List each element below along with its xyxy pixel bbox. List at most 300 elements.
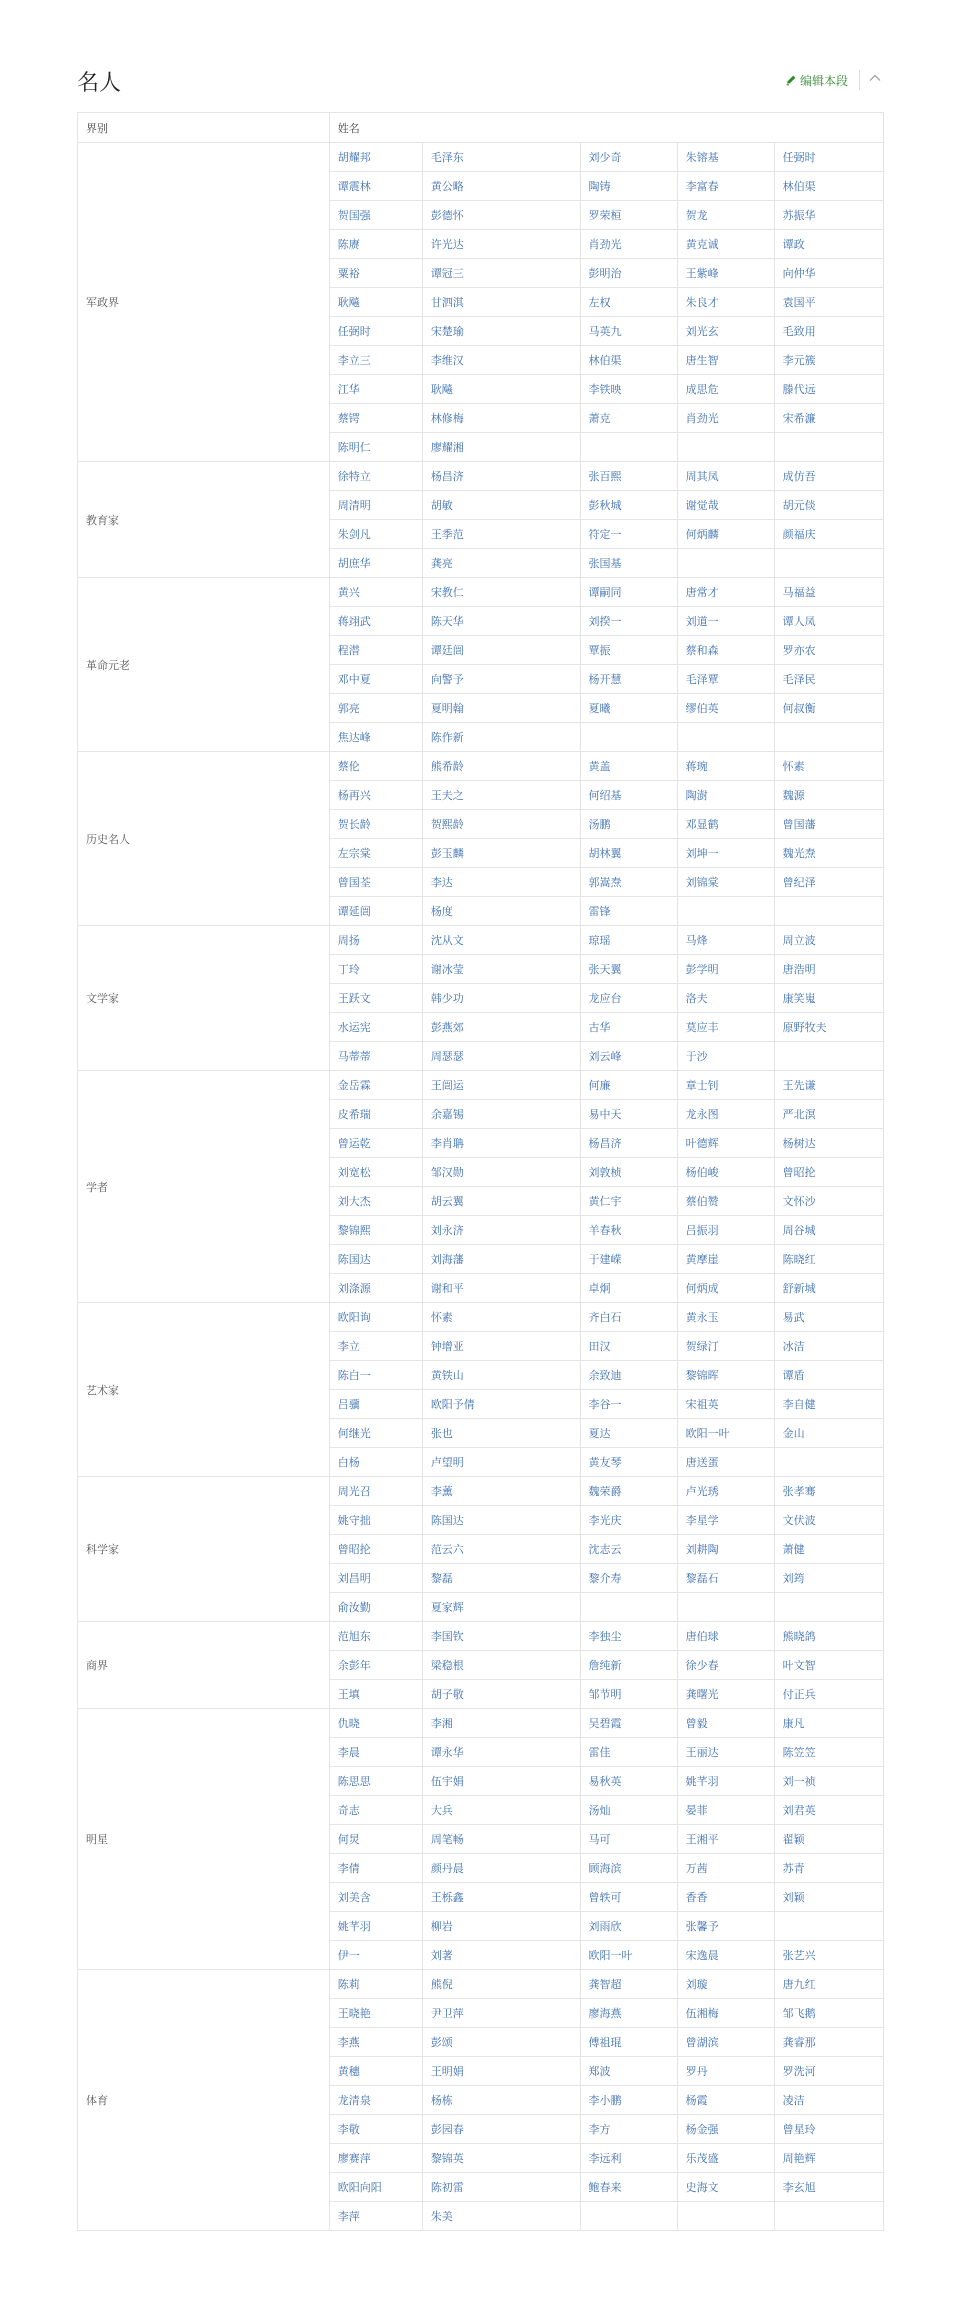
- person-name-link[interactable]: 王湘平: [677, 1825, 774, 1854]
- person-name-link[interactable]: 龚亮: [422, 549, 580, 578]
- person-name-link[interactable]: 余彭年: [329, 1651, 422, 1680]
- person-name-link[interactable]: 程潜: [329, 636, 422, 665]
- collapse-button[interactable]: [867, 70, 883, 86]
- person-name-link[interactable]: 魏源: [774, 781, 883, 810]
- person-name-link[interactable]: 贺绿汀: [677, 1332, 774, 1361]
- person-name-link[interactable]: 柳岩: [422, 1912, 580, 1941]
- person-name-link[interactable]: 贺熙龄: [422, 810, 580, 839]
- person-name-link[interactable]: 毛泽东: [422, 143, 580, 172]
- person-name-link[interactable]: 李燕: [329, 2028, 422, 2057]
- person-name-link[interactable]: 杨昌济: [580, 1129, 677, 1158]
- person-name-link[interactable]: 胡云翼: [422, 1187, 580, 1216]
- person-name-link[interactable]: 宋教仁: [422, 578, 580, 607]
- person-name-link[interactable]: 万茜: [677, 1854, 774, 1883]
- person-name-link[interactable]: 马福益: [774, 578, 883, 607]
- person-name-link[interactable]: 卢光琇: [677, 1477, 774, 1506]
- person-name-link[interactable]: 王夫之: [422, 781, 580, 810]
- person-name-link[interactable]: 谭延闿: [329, 897, 422, 926]
- person-name-link[interactable]: 王栎鑫: [422, 1883, 580, 1912]
- person-name-link[interactable]: 刘云峰: [580, 1042, 677, 1071]
- person-name-link[interactable]: 水运宪: [329, 1013, 422, 1042]
- person-name-link[interactable]: 黎磊石: [677, 1564, 774, 1593]
- person-name-link[interactable]: 郭嵩焘: [580, 868, 677, 897]
- person-name-link[interactable]: 周笔畅: [422, 1825, 580, 1854]
- person-name-link[interactable]: 周清明: [329, 491, 422, 520]
- person-name-link[interactable]: 范旭东: [329, 1622, 422, 1651]
- person-name-link[interactable]: 何炳成: [677, 1274, 774, 1303]
- person-name-link[interactable]: 欧阳予倩: [422, 1390, 580, 1419]
- person-name-link[interactable]: 胡庶华: [329, 549, 422, 578]
- person-name-link[interactable]: 夏明翰: [422, 694, 580, 723]
- person-name-link[interactable]: 任弼时: [329, 317, 422, 346]
- person-name-link[interactable]: 杨度: [422, 897, 580, 926]
- person-name-link[interactable]: 李达: [422, 868, 580, 897]
- person-name-link[interactable]: 徐少春: [677, 1651, 774, 1680]
- person-name-link[interactable]: 邹汉勋: [422, 1158, 580, 1187]
- person-name-link[interactable]: 马蒂蒂: [329, 1042, 422, 1071]
- person-name-link[interactable]: 翟颖: [774, 1825, 883, 1854]
- person-name-link[interactable]: 蔡和森: [677, 636, 774, 665]
- person-name-link[interactable]: 刘揆一: [580, 607, 677, 636]
- person-name-link[interactable]: 张孝骞: [774, 1477, 883, 1506]
- person-name-link[interactable]: 苏青: [774, 1854, 883, 1883]
- person-name-link[interactable]: 刘光玄: [677, 317, 774, 346]
- person-name-link[interactable]: 凌洁: [774, 2086, 883, 2115]
- person-name-link[interactable]: 欧阳一叶: [677, 1419, 774, 1448]
- person-name-link[interactable]: 黄穗: [329, 2057, 422, 2086]
- person-name-link[interactable]: 曾运乾: [329, 1129, 422, 1158]
- person-name-link[interactable]: 滕代远: [774, 375, 883, 404]
- person-name-link[interactable]: 肖劲光: [677, 404, 774, 433]
- person-name-link[interactable]: 黄摩崖: [677, 1245, 774, 1274]
- person-name-link[interactable]: 曾星玲: [774, 2115, 883, 2144]
- person-name-link[interactable]: 俞汝勤: [329, 1593, 422, 1622]
- person-name-link[interactable]: 张百熙: [580, 462, 677, 491]
- person-name-link[interactable]: 洛夫: [677, 984, 774, 1013]
- person-name-link[interactable]: 叶文智: [774, 1651, 883, 1680]
- person-name-link[interactable]: 于沙: [677, 1042, 774, 1071]
- person-name-link[interactable]: 粟裕: [329, 259, 422, 288]
- person-name-link[interactable]: 李敬: [329, 2115, 422, 2144]
- person-name-link[interactable]: 余致迪: [580, 1361, 677, 1390]
- person-name-link[interactable]: 宋祖英: [677, 1390, 774, 1419]
- person-name-link[interactable]: 郑波: [580, 2057, 677, 2086]
- person-name-link[interactable]: 羊春秋: [580, 1216, 677, 1245]
- person-name-link[interactable]: 吴碧霞: [580, 1709, 677, 1738]
- person-name-link[interactable]: 张国基: [580, 549, 677, 578]
- person-name-link[interactable]: 廖赛萍: [329, 2144, 422, 2173]
- person-name-link[interactable]: 黎锦英: [422, 2144, 580, 2173]
- person-name-link[interactable]: 邓显鹤: [677, 810, 774, 839]
- person-name-link[interactable]: 陈国达: [329, 1245, 422, 1274]
- person-name-link[interactable]: 史海文: [677, 2173, 774, 2202]
- person-name-link[interactable]: 朱剑凡: [329, 520, 422, 549]
- person-name-link[interactable]: 唐送蛋: [677, 1448, 774, 1477]
- person-name-link[interactable]: 尹卫萍: [422, 1999, 580, 2028]
- person-name-link[interactable]: 刘道一: [677, 607, 774, 636]
- person-name-link[interactable]: 李富春: [677, 172, 774, 201]
- person-name-link[interactable]: 周瑟瑟: [422, 1042, 580, 1071]
- person-name-link[interactable]: 黄盖: [580, 752, 677, 781]
- person-name-link[interactable]: 胡耀邦: [329, 143, 422, 172]
- person-name-link[interactable]: 刘君英: [774, 1796, 883, 1825]
- person-name-link[interactable]: 陶澍: [677, 781, 774, 810]
- person-name-link[interactable]: 刘大杰: [329, 1187, 422, 1216]
- person-name-link[interactable]: 刘敦桢: [580, 1158, 677, 1187]
- person-name-link[interactable]: 唐伯球: [677, 1622, 774, 1651]
- person-name-link[interactable]: 杨昌济: [422, 462, 580, 491]
- person-name-link[interactable]: 胡敏: [422, 491, 580, 520]
- person-name-link[interactable]: 黄仁宇: [580, 1187, 677, 1216]
- person-name-link[interactable]: 刘著: [422, 1941, 580, 1970]
- person-name-link[interactable]: 胡元倓: [774, 491, 883, 520]
- person-name-link[interactable]: 蔡锷: [329, 404, 422, 433]
- person-name-link[interactable]: 王紫峰: [677, 259, 774, 288]
- person-name-link[interactable]: 覃振: [580, 636, 677, 665]
- person-name-link[interactable]: 郭亮: [329, 694, 422, 723]
- person-name-link[interactable]: 大兵: [422, 1796, 580, 1825]
- person-name-link[interactable]: 田汉: [580, 1332, 677, 1361]
- person-name-link[interactable]: 杨开慧: [580, 665, 677, 694]
- person-name-link[interactable]: 杨树达: [774, 1129, 883, 1158]
- person-name-link[interactable]: 雷锋: [580, 897, 677, 926]
- person-name-link[interactable]: 古华: [580, 1013, 677, 1042]
- person-name-link[interactable]: 颜福庆: [774, 520, 883, 549]
- person-name-link[interactable]: 王季范: [422, 520, 580, 549]
- person-name-link[interactable]: 姚芊羽: [677, 1767, 774, 1796]
- person-name-link[interactable]: 马烽: [677, 926, 774, 955]
- person-name-link[interactable]: 杨金强: [677, 2115, 774, 2144]
- person-name-link[interactable]: 徐特立: [329, 462, 422, 491]
- person-name-link[interactable]: 龚智超: [580, 1970, 677, 1999]
- person-name-link[interactable]: 耿飚: [329, 288, 422, 317]
- person-name-link[interactable]: 马可: [580, 1825, 677, 1854]
- person-name-link[interactable]: 于建嵘: [580, 1245, 677, 1274]
- person-name-link[interactable]: 彭秋城: [580, 491, 677, 520]
- person-name-link[interactable]: 胡林翼: [580, 839, 677, 868]
- person-name-link[interactable]: 谢和平: [422, 1274, 580, 1303]
- person-name-link[interactable]: 陈初雷: [422, 2173, 580, 2202]
- edit-section-link[interactable]: [785, 72, 848, 90]
- person-name-link[interactable]: 林伯渠: [580, 346, 677, 375]
- person-name-link[interactable]: 王丽达: [677, 1738, 774, 1767]
- person-name-link[interactable]: 香香: [677, 1883, 774, 1912]
- person-name-link[interactable]: 向警予: [422, 665, 580, 694]
- person-name-link[interactable]: 黄铁山: [422, 1361, 580, 1390]
- person-name-link[interactable]: 罗洗河: [774, 2057, 883, 2086]
- person-name-link[interactable]: 黄永玉: [677, 1303, 774, 1332]
- person-name-link[interactable]: 刘宽松: [329, 1158, 422, 1187]
- person-name-link[interactable]: 詹纯新: [580, 1651, 677, 1680]
- person-name-link[interactable]: 陈作新: [422, 723, 580, 752]
- person-name-link[interactable]: 彭园春: [422, 2115, 580, 2144]
- person-name-link[interactable]: 乐茂盛: [677, 2144, 774, 2173]
- person-name-link[interactable]: 舒新城: [774, 1274, 883, 1303]
- person-name-link[interactable]: 冰洁: [774, 1332, 883, 1361]
- person-name-link[interactable]: 陈白一: [329, 1361, 422, 1390]
- person-name-link[interactable]: 唐生智: [677, 346, 774, 375]
- person-name-link[interactable]: 皮希瑞: [329, 1100, 422, 1129]
- person-name-link[interactable]: 龙永图: [677, 1100, 774, 1129]
- person-name-link[interactable]: 熊希龄: [422, 752, 580, 781]
- person-name-link[interactable]: 廖耀湘: [422, 433, 580, 462]
- person-name-link[interactable]: 彭学明: [677, 955, 774, 984]
- person-name-link[interactable]: 张天翼: [580, 955, 677, 984]
- person-name-link[interactable]: 何炳麟: [677, 520, 774, 549]
- person-name-link[interactable]: 周扬: [329, 926, 422, 955]
- person-name-link[interactable]: 胡子敬: [422, 1680, 580, 1709]
- person-name-link[interactable]: 曾纪泽: [774, 868, 883, 897]
- person-name-link[interactable]: 宋楚瑜: [422, 317, 580, 346]
- person-name-link[interactable]: 周光召: [329, 1477, 422, 1506]
- person-name-link[interactable]: 沈志云: [580, 1535, 677, 1564]
- person-name-link[interactable]: 李晨: [329, 1738, 422, 1767]
- person-name-link[interactable]: 左权: [580, 288, 677, 317]
- person-name-link[interactable]: 莫应丰: [677, 1013, 774, 1042]
- person-name-link[interactable]: 廖海燕: [580, 1999, 677, 2028]
- person-name-link[interactable]: 陈笠笠: [774, 1738, 883, 1767]
- person-name-link[interactable]: 易秋英: [580, 1767, 677, 1796]
- person-name-link[interactable]: 沈从文: [422, 926, 580, 955]
- person-name-link[interactable]: 何绍基: [580, 781, 677, 810]
- person-name-link[interactable]: 魏光焘: [774, 839, 883, 868]
- person-name-link[interactable]: 杨再兴: [329, 781, 422, 810]
- person-name-link[interactable]: 金山: [774, 1419, 883, 1448]
- person-name-link[interactable]: 怀素: [422, 1303, 580, 1332]
- person-name-link[interactable]: 李玄旭: [774, 2173, 883, 2202]
- person-name-link[interactable]: 欧阳向阳: [329, 2173, 422, 2202]
- person-name-link[interactable]: 江华: [329, 375, 422, 404]
- person-name-link[interactable]: 欧阳询: [329, 1303, 422, 1332]
- person-name-link[interactable]: 陈莉: [329, 1970, 422, 1999]
- person-name-link[interactable]: 叶德辉: [677, 1129, 774, 1158]
- person-name-link[interactable]: 曾毅: [677, 1709, 774, 1738]
- person-name-link[interactable]: 刘璇: [677, 1970, 774, 1999]
- person-name-link[interactable]: 罗丹: [677, 2057, 774, 2086]
- person-name-link[interactable]: 康笑嵬: [774, 984, 883, 1013]
- person-name-link[interactable]: 白杨: [329, 1448, 422, 1477]
- person-name-link[interactable]: 欧阳一叶: [580, 1941, 677, 1970]
- person-name-link[interactable]: 龙清泉: [329, 2086, 422, 2115]
- person-name-link[interactable]: 黎锦晖: [677, 1361, 774, 1390]
- person-name-link[interactable]: 李方: [580, 2115, 677, 2144]
- person-name-link[interactable]: 贺国强: [329, 201, 422, 230]
- person-name-link[interactable]: 张也: [422, 1419, 580, 1448]
- person-name-link[interactable]: 丁玲: [329, 955, 422, 984]
- person-name-link[interactable]: 黄公略: [422, 172, 580, 201]
- person-name-link[interactable]: 贺长龄: [329, 810, 422, 839]
- person-name-link[interactable]: 刘涤源: [329, 1274, 422, 1303]
- person-name-link[interactable]: 宋逸晨: [677, 1941, 774, 1970]
- person-name-link[interactable]: 马英九: [580, 317, 677, 346]
- person-name-link[interactable]: 伍湘梅: [677, 1999, 774, 2028]
- person-name-link[interactable]: 袁国平: [774, 288, 883, 317]
- person-name-link[interactable]: 梁稳根: [422, 1651, 580, 1680]
- person-name-link[interactable]: 谭盾: [774, 1361, 883, 1390]
- person-name-link[interactable]: 李薰: [422, 1477, 580, 1506]
- person-name-link[interactable]: 朱良才: [677, 288, 774, 317]
- person-name-link[interactable]: 余嘉锡: [422, 1100, 580, 1129]
- person-name-link[interactable]: 李自健: [774, 1390, 883, 1419]
- person-name-link[interactable]: 林伯渠: [774, 172, 883, 201]
- person-name-link[interactable]: 焦达峰: [329, 723, 422, 752]
- person-name-link[interactable]: 陈天华: [422, 607, 580, 636]
- person-name-link[interactable]: 谭嗣同: [580, 578, 677, 607]
- person-name-link[interactable]: 李立三: [329, 346, 422, 375]
- person-name-link[interactable]: 陈明仁: [329, 433, 422, 462]
- person-name-link[interactable]: 谭廷闿: [422, 636, 580, 665]
- person-name-link[interactable]: 杨霞: [677, 2086, 774, 2115]
- person-name-link[interactable]: 黄兴: [329, 578, 422, 607]
- person-name-link[interactable]: 汤灿: [580, 1796, 677, 1825]
- person-name-link[interactable]: 彭燕郊: [422, 1013, 580, 1042]
- person-name-link[interactable]: 王填: [329, 1680, 422, 1709]
- person-name-link[interactable]: 陈思思: [329, 1767, 422, 1796]
- person-name-link[interactable]: 付正兵: [774, 1680, 883, 1709]
- person-name-link[interactable]: 曾国藩: [774, 810, 883, 839]
- person-name-link[interactable]: 何继光: [329, 1419, 422, 1448]
- person-name-link[interactable]: 范云六: [422, 1535, 580, 1564]
- person-name-link[interactable]: 刘雨欣: [580, 1912, 677, 1941]
- person-name-link[interactable]: 刘一祯: [774, 1767, 883, 1796]
- person-name-link[interactable]: 李国钦: [422, 1622, 580, 1651]
- person-name-link[interactable]: 怀素: [774, 752, 883, 781]
- person-name-link[interactable]: 李谷一: [580, 1390, 677, 1419]
- person-name-link[interactable]: 陶铸: [580, 172, 677, 201]
- person-name-link[interactable]: 蔡伦: [329, 752, 422, 781]
- person-name-link[interactable]: 刘耕陶: [677, 1535, 774, 1564]
- person-name-link[interactable]: 萧克: [580, 404, 677, 433]
- person-name-link[interactable]: 陈晓红: [774, 1245, 883, 1274]
- person-name-link[interactable]: 黎磊: [422, 1564, 580, 1593]
- person-name-link[interactable]: 苏振华: [774, 201, 883, 230]
- person-name-link[interactable]: 朱镕基: [677, 143, 774, 172]
- person-name-link[interactable]: 龙应台: [580, 984, 677, 1013]
- person-name-link[interactable]: 李肖聃: [422, 1129, 580, 1158]
- person-name-link[interactable]: 章士钊: [677, 1071, 774, 1100]
- person-name-link[interactable]: 姚芊羽: [329, 1912, 422, 1941]
- person-name-link[interactable]: 谭人凤: [774, 607, 883, 636]
- person-name-link[interactable]: 周谷城: [774, 1216, 883, 1245]
- person-name-link[interactable]: 罗亦农: [774, 636, 883, 665]
- person-name-link[interactable]: 肖劲光: [580, 230, 677, 259]
- person-name-link[interactable]: 耿飚: [422, 375, 580, 404]
- person-name-link[interactable]: 缪伯英: [677, 694, 774, 723]
- person-name-link[interactable]: 张艺兴: [774, 1941, 883, 1970]
- person-name-link[interactable]: 刘颖: [774, 1883, 883, 1912]
- person-name-link[interactable]: 邹飞鹅: [774, 1999, 883, 2028]
- person-name-link[interactable]: 李远利: [580, 2144, 677, 2173]
- person-name-link[interactable]: 成思危: [677, 375, 774, 404]
- person-name-link[interactable]: 唐九红: [774, 1970, 883, 1999]
- person-name-link[interactable]: 王晓艳: [329, 1999, 422, 2028]
- person-name-link[interactable]: 唐浩明: [774, 955, 883, 984]
- person-name-link[interactable]: 谭永华: [422, 1738, 580, 1767]
- person-name-link[interactable]: 李倩: [329, 1854, 422, 1883]
- person-name-link[interactable]: 熊倪: [422, 1970, 580, 1999]
- person-name-link[interactable]: 黄友琴: [580, 1448, 677, 1477]
- person-name-link[interactable]: 谭政: [774, 230, 883, 259]
- person-name-link[interactable]: 金岳霖: [329, 1071, 422, 1100]
- person-name-link[interactable]: 何廉: [580, 1071, 677, 1100]
- person-name-link[interactable]: 刘美含: [329, 1883, 422, 1912]
- person-name-link[interactable]: 李维汉: [422, 346, 580, 375]
- person-name-link[interactable]: 严北溟: [774, 1100, 883, 1129]
- person-name-link[interactable]: 易中天: [580, 1100, 677, 1129]
- person-name-link[interactable]: 熊晓鸽: [774, 1622, 883, 1651]
- person-name-link[interactable]: 周艳辉: [774, 2144, 883, 2173]
- person-name-link[interactable]: 伍宇娟: [422, 1767, 580, 1796]
- person-name-link[interactable]: 琼瑶: [580, 926, 677, 955]
- person-name-link[interactable]: 刘坤一: [677, 839, 774, 868]
- person-name-link[interactable]: 李萍: [329, 2202, 422, 2231]
- person-name-link[interactable]: 杨伯峻: [677, 1158, 774, 1187]
- person-name-link[interactable]: 杨栋: [422, 2086, 580, 2115]
- person-name-link[interactable]: 王先谦: [774, 1071, 883, 1100]
- person-name-link[interactable]: 左宗棠: [329, 839, 422, 868]
- person-name-link[interactable]: 唐常才: [677, 578, 774, 607]
- person-name-link[interactable]: 谢觉哉: [677, 491, 774, 520]
- person-name-link[interactable]: 奇志: [329, 1796, 422, 1825]
- person-name-link[interactable]: 周其凤: [677, 462, 774, 491]
- person-name-link[interactable]: 罗荣桓: [580, 201, 677, 230]
- person-name-link[interactable]: 文伏波: [774, 1506, 883, 1535]
- person-name-link[interactable]: 何炅: [329, 1825, 422, 1854]
- person-name-link[interactable]: 彭明治: [580, 259, 677, 288]
- person-name-link[interactable]: 龚睿那: [774, 2028, 883, 2057]
- person-name-link[interactable]: 姚守拙: [329, 1506, 422, 1535]
- person-name-link[interactable]: 曾轶可: [580, 1883, 677, 1912]
- person-name-link[interactable]: 成仿吾: [774, 462, 883, 491]
- person-name-link[interactable]: 曾湖滨: [677, 2028, 774, 2057]
- person-name-link[interactable]: 夏达: [580, 1419, 677, 1448]
- person-name-link[interactable]: 邹节明: [580, 1680, 677, 1709]
- person-name-link[interactable]: 刘锦棠: [677, 868, 774, 897]
- person-name-link[interactable]: 刘海藩: [422, 1245, 580, 1274]
- person-name-link[interactable]: 谭冠三: [422, 259, 580, 288]
- person-name-link[interactable]: 易武: [774, 1303, 883, 1332]
- person-name-link[interactable]: 蒋琬: [677, 752, 774, 781]
- person-name-link[interactable]: 黎锦熙: [329, 1216, 422, 1245]
- person-name-link[interactable]: 文怀沙: [774, 1187, 883, 1216]
- person-name-link[interactable]: 李湘: [422, 1709, 580, 1738]
- person-name-link[interactable]: 谭震林: [329, 172, 422, 201]
- person-name-link[interactable]: 刘永济: [422, 1216, 580, 1245]
- person-name-link[interactable]: 宋希濂: [774, 404, 883, 433]
- person-name-link[interactable]: 黄克诚: [677, 230, 774, 259]
- person-name-link[interactable]: 仇晓: [329, 1709, 422, 1738]
- person-name-link[interactable]: 向仲华: [774, 259, 883, 288]
- person-name-link[interactable]: 毛泽覃: [677, 665, 774, 694]
- person-name-link[interactable]: 吕骥: [329, 1390, 422, 1419]
- person-name-link[interactable]: 彭玉麟: [422, 839, 580, 868]
- person-name-link[interactable]: 晏菲: [677, 1796, 774, 1825]
- person-name-link[interactable]: 王明娟: [422, 2057, 580, 2086]
- person-name-link[interactable]: 蔡伯赞: [677, 1187, 774, 1216]
- person-name-link[interactable]: 王跃文: [329, 984, 422, 1013]
- person-name-link[interactable]: 康凡: [774, 1709, 883, 1738]
- person-name-link[interactable]: 曾昭抡: [774, 1158, 883, 1187]
- person-name-link[interactable]: 吕振羽: [677, 1216, 774, 1245]
- person-name-link[interactable]: 夏曦: [580, 694, 677, 723]
- person-name-link[interactable]: 李独尘: [580, 1622, 677, 1651]
- person-name-link[interactable]: 邓中夏: [329, 665, 422, 694]
- person-name-link[interactable]: 萧健: [774, 1535, 883, 1564]
- person-name-link[interactable]: 彭颂: [422, 2028, 580, 2057]
- person-name-link[interactable]: 李星学: [677, 1506, 774, 1535]
- person-name-link[interactable]: 李光庆: [580, 1506, 677, 1535]
- person-name-link[interactable]: 曾国荃: [329, 868, 422, 897]
